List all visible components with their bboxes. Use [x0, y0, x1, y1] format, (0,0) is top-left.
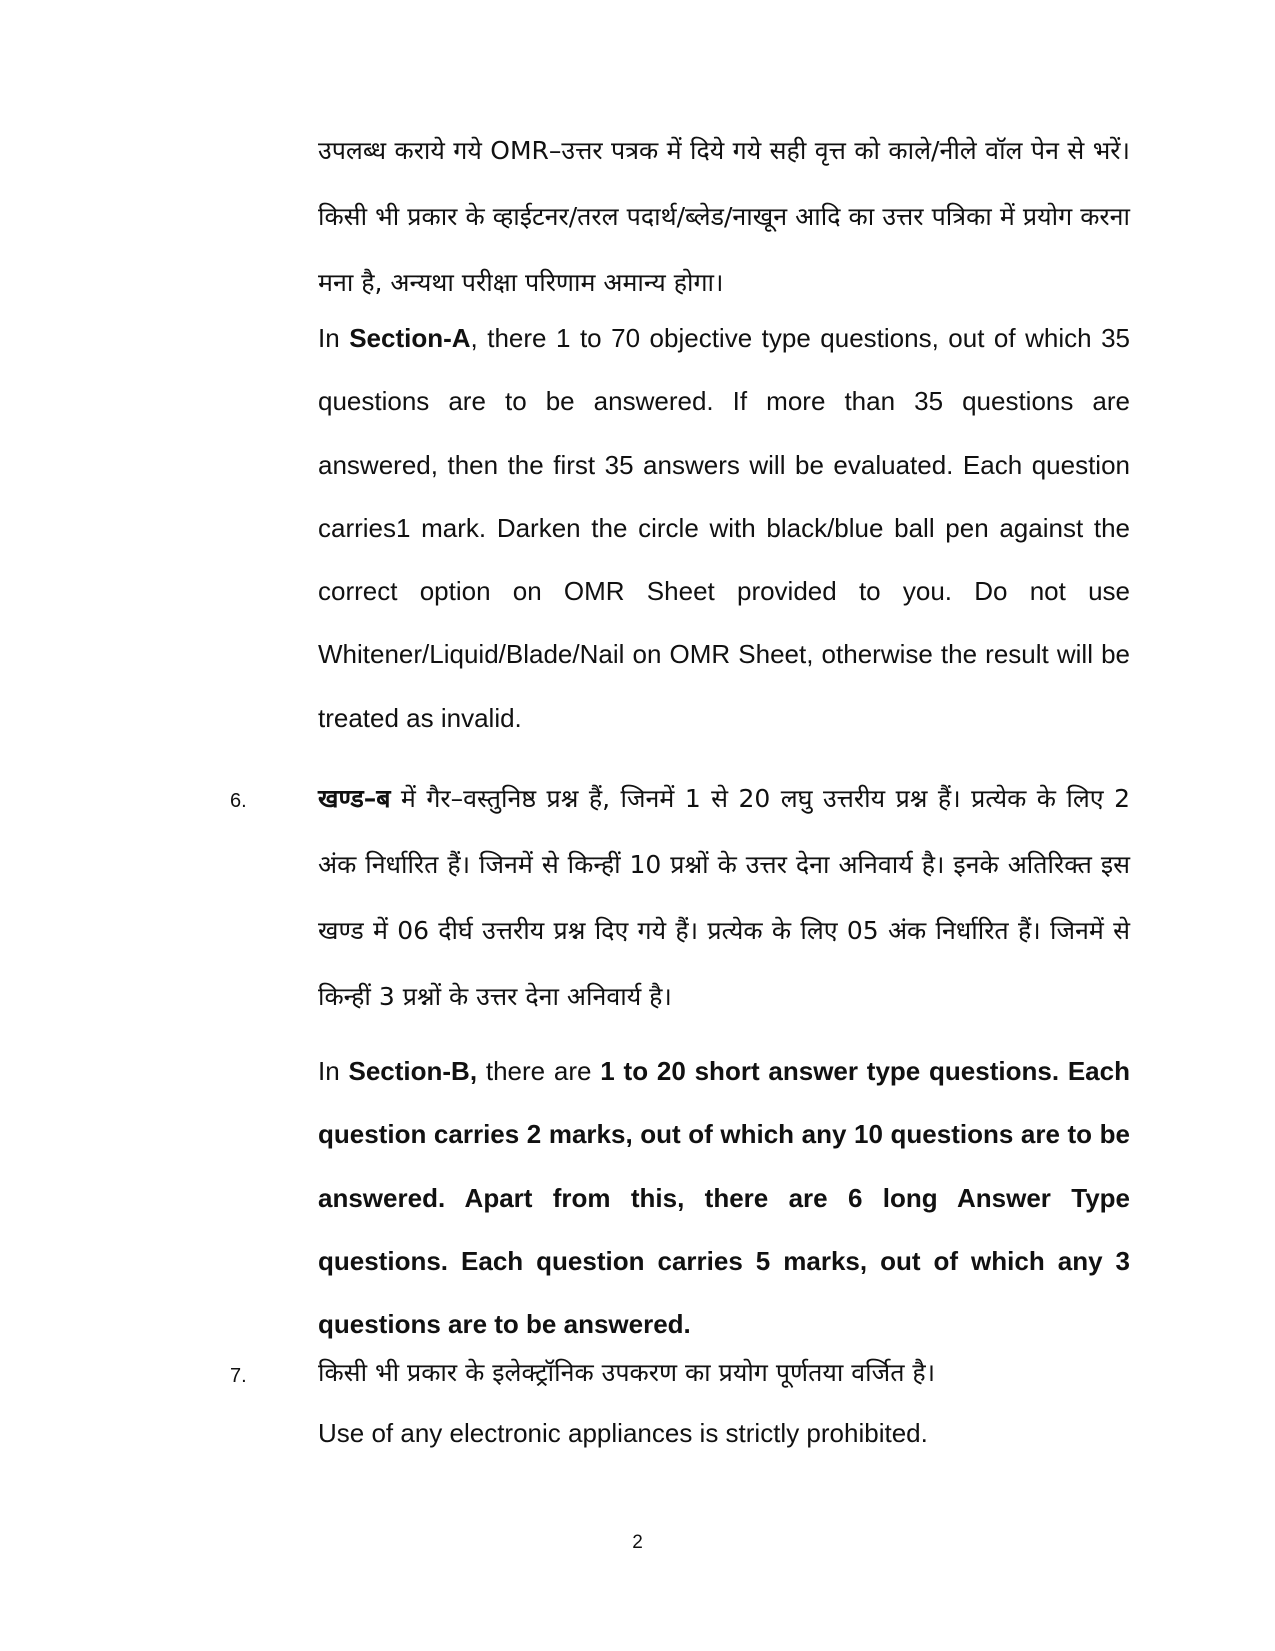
- item7-hindi-paragraph: किसी भी प्रकार के इलेक्ट्रॉनिक उपकरण का प्रयोग पूर्णतया वर्जित है।: [318, 1358, 936, 1387]
- item7-number: 7.: [230, 1365, 247, 1387]
- item6-hindi-text: में गैर–वस्तुनिष्ठ प्रश्न हैं, जिनमें 1 से 20 लघु उत्तरीय प्रश्न हैं। प्रत्येक के लिए 2 अंक निर्धारित हैं। जिनमें से किन्हीं 10 प्रश्नों के उत्तर देना अनिवार्य है। इनके अतिरिक्त इस खण्ड में 06 दीर्घ उत्तरीय प्रश्न दिए गये हैं। प्रत्येक के लिए 05 अंक निर्धारित हैं। जिनमें से किन्हीं 3 प्रश्नों के उत्तर देना अनिवार्य है।: [318, 784, 1130, 1011]
- item7-english-paragraph: Use of any electronic appliances is strictly prohibited.: [318, 1418, 928, 1448]
- item6-number: 6.: [230, 790, 247, 812]
- item5-english-intro: In: [318, 323, 350, 353]
- item6-hindi-paragraph: [318, 766, 1130, 1030]
- item5-english-text: , there 1 to 70 objective type questions, out of which 35 questions are to be answered. If more than 35 questions are answered, then the first 35 answers will be evaluated. Each question carries1 mark. Darken the circle with black/blue ball pen against the correct option on OMR Sheet provided to you. Do not use Whitener/Liquid/Blade/Nail on OMR Sheet, otherwise the result will be treated as invalid.: [318, 323, 1130, 733]
- item6-english-paragraph: [318, 1040, 1130, 1356]
- page-number: 2: [632, 1532, 643, 1553]
- section-b-label: Section-B,: [348, 1056, 478, 1086]
- item5-english-paragraph: [318, 307, 1130, 750]
- section-b-hindi-label: खण्ड–ब: [318, 784, 391, 813]
- section-a-label: Section-A: [349, 323, 471, 353]
- item6-english-bold-text: 1 to 20 short answer type questions. Each question carries 2 marks, out of which any 10 questions are to be answered. Apart from this, there are 6 long Answer Type questions. Each question carries 5 marks, out of which any 3 questions are to be answered.: [318, 1056, 1130, 1340]
- item6-english-mid: there are: [477, 1056, 601, 1086]
- item5-hindi-paragraph: उपलब्ध कराये गये OMR–उत्तर पत्रक में दिये गये सही वृत्त को काले/नीले वॉल पेन से भरें। किसी भी प्रकार के व्हाईटनर/तरल पदार्थ/ब्लेड/नाखून आदि का उत्तर पत्रिका में प्रयोग करना मना है, अन्यथा परीक्षा परिणाम अमान्य होगा।: [318, 136, 1130, 297]
- item6-english-intro: In: [318, 1056, 349, 1086]
